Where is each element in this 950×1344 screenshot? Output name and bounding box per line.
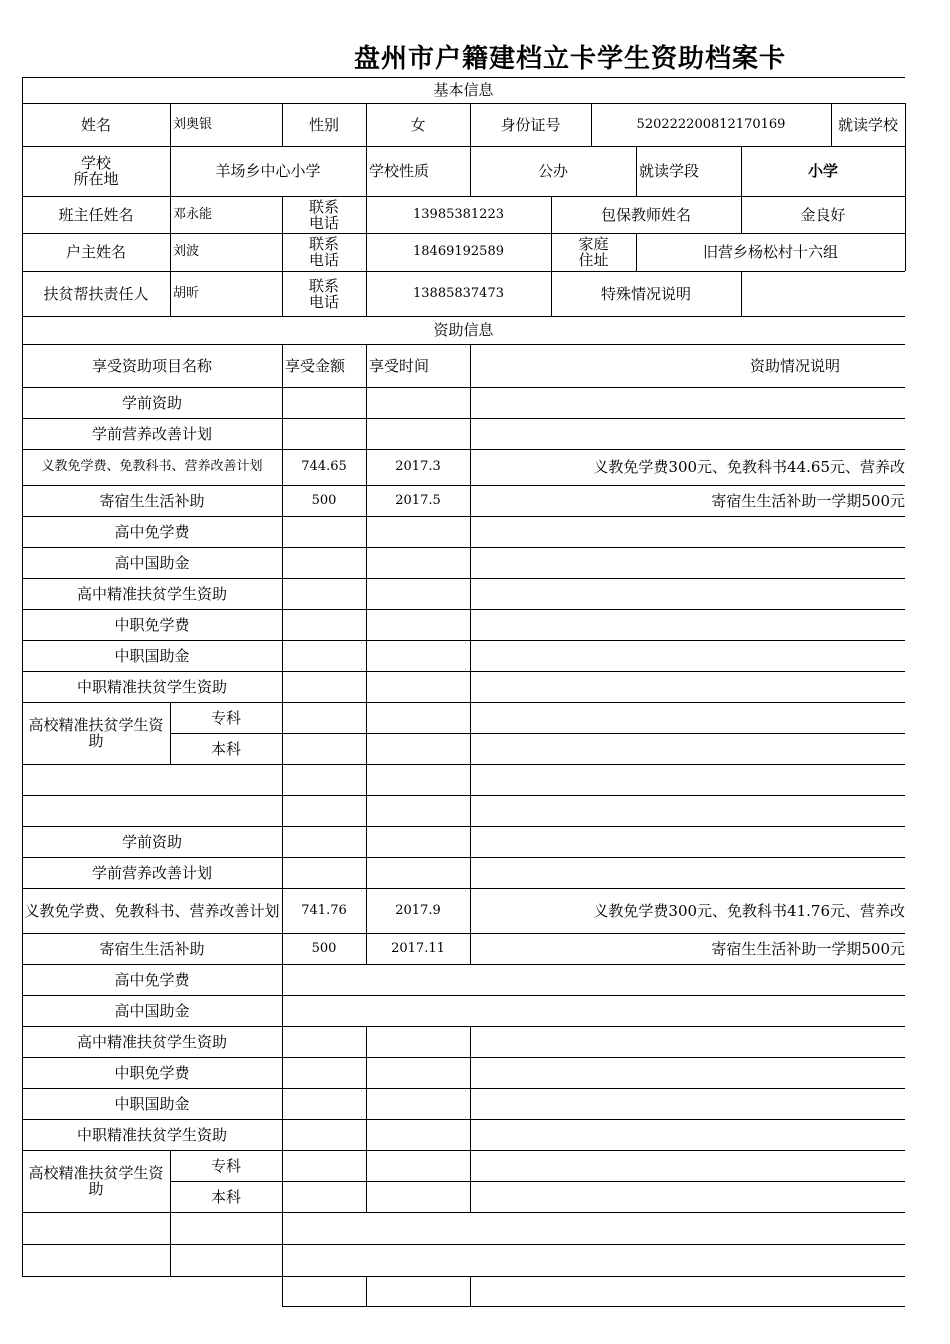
teacher-label: 班主任姓名 bbox=[58, 205, 134, 224]
stage-value: 小学 bbox=[807, 162, 838, 180]
householder-phone-label: 联系 电话 bbox=[308, 235, 339, 269]
aid-description bbox=[470, 640, 905, 671]
aid-amount bbox=[282, 1026, 366, 1057]
teacher-phone-label: 联系 电话 bbox=[308, 197, 339, 232]
aid-time bbox=[366, 640, 470, 671]
aid-description bbox=[470, 1026, 905, 1057]
poverty-official-phone-label: 联系 电话 bbox=[308, 276, 339, 311]
aid-description: 寄宿生生活补助一学期500元 bbox=[711, 491, 905, 510]
aid-project-name: 高中免学费 bbox=[114, 522, 190, 541]
teacher-value: 邓永能 bbox=[173, 206, 213, 222]
time-header: 享受时间 bbox=[369, 356, 430, 375]
college-aid-label-2: 高校精准扶贫学生资助 bbox=[28, 1164, 164, 1198]
aid-description bbox=[470, 516, 905, 547]
aid-time bbox=[366, 609, 470, 640]
college-aid-label: 高校精准扶贫学生资助 bbox=[28, 716, 164, 750]
gender-label: 性别 bbox=[308, 115, 339, 134]
college-bachelor-label-2: 本科 bbox=[210, 1187, 241, 1206]
aid-time bbox=[366, 1119, 470, 1150]
aid-amount: 741.76 bbox=[301, 902, 347, 918]
aid-project-name: 高中精准扶贫学生资助 bbox=[76, 1032, 227, 1051]
aid-time: 2017.11 bbox=[391, 940, 445, 956]
aid-time bbox=[366, 516, 470, 547]
school-location-label: 学校 所在地 bbox=[73, 154, 119, 188]
name-value: 刘奥银 bbox=[173, 116, 213, 132]
aid-project-name: 寄宿生生活补助 bbox=[99, 491, 205, 510]
aid-description: 义教免学费300元、免教科书44.65元、营养改 bbox=[593, 458, 905, 476]
aid-project-name: 中职精准扶贫学生资助 bbox=[76, 677, 227, 696]
aid-time bbox=[366, 547, 470, 578]
aid-project-name: 高中精准扶贫学生资助 bbox=[76, 584, 227, 603]
school-label: 就读学校 bbox=[837, 115, 898, 134]
aid-amount bbox=[282, 671, 366, 702]
aid-time: 2017.5 bbox=[395, 492, 441, 508]
address-value: 旧营乡杨松村十六组 bbox=[702, 243, 838, 261]
aid-project-name: 义教免学费、免教科书、营养改善计划 bbox=[24, 901, 280, 920]
aid-project-name: 中职国助金 bbox=[114, 1094, 190, 1113]
mentor-value: 金良好 bbox=[800, 205, 846, 224]
aid-time bbox=[366, 387, 470, 418]
id-number-value: 520222200812170169 bbox=[636, 116, 786, 132]
aid-project-name: 高中免学费 bbox=[114, 970, 190, 989]
poverty-official-label: 扶贫帮扶责任人 bbox=[43, 284, 149, 303]
aid-amount bbox=[282, 1088, 366, 1119]
aid-project-name: 义教免学费、免教科书、营养改善计划 bbox=[41, 459, 263, 474]
aid-time: 2017.3 bbox=[395, 459, 441, 474]
amount-header: 享受金额 bbox=[285, 356, 346, 375]
school-type-value: 公办 bbox=[537, 162, 568, 180]
school-type-label: 学校性质 bbox=[369, 162, 430, 180]
aid-time bbox=[366, 826, 470, 857]
basic-info-header: 基本信息 bbox=[433, 81, 494, 99]
aid-description bbox=[470, 1057, 905, 1088]
aid-description bbox=[470, 857, 905, 888]
aid-amount bbox=[282, 1057, 366, 1088]
aid-amount bbox=[282, 547, 366, 578]
aid-description bbox=[470, 578, 905, 609]
aid-amount bbox=[282, 857, 366, 888]
aid-description bbox=[470, 547, 905, 578]
teacher-phone-value: 13985381223 bbox=[413, 206, 504, 222]
college-junior-label-2: 专科 bbox=[210, 1156, 241, 1175]
name-label: 姓名 bbox=[80, 115, 111, 134]
aid-info-header: 资助信息 bbox=[433, 321, 494, 339]
aid-project-name: 中职免学费 bbox=[114, 615, 190, 634]
aid-amount bbox=[282, 578, 366, 609]
householder-label: 户主姓名 bbox=[65, 243, 126, 261]
aid-amount bbox=[282, 387, 366, 418]
school-location-value: 羊场乡中心小学 bbox=[215, 162, 321, 180]
aid-amount: 744.65 bbox=[301, 459, 347, 474]
aid-time bbox=[366, 418, 470, 449]
aid-project-name: 学前资助 bbox=[121, 393, 182, 412]
aid-description bbox=[470, 826, 905, 857]
college-junior-label: 专科 bbox=[210, 708, 241, 727]
aid-description bbox=[470, 418, 905, 449]
college-bachelor-label: 本科 bbox=[210, 739, 241, 758]
aid-amount bbox=[282, 826, 366, 857]
householder-phone-value: 18469192589 bbox=[413, 244, 504, 259]
poverty-official-value: 胡昕 bbox=[173, 285, 200, 301]
aid-amount bbox=[282, 516, 366, 547]
stage-label: 就读学段 bbox=[639, 162, 700, 180]
aid-description bbox=[470, 609, 905, 640]
aid-amount: 500 bbox=[311, 940, 337, 956]
householder-value: 刘波 bbox=[173, 244, 200, 259]
aid-project-name: 学前营养改善计划 bbox=[91, 424, 212, 443]
aid-project-name: 中职国助金 bbox=[114, 646, 190, 665]
aid-project-name: 高中国助金 bbox=[114, 1001, 190, 1020]
aid-time bbox=[366, 857, 470, 888]
special-situation-label: 特殊情况说明 bbox=[600, 284, 691, 303]
aid-amount bbox=[282, 418, 366, 449]
aid-time bbox=[366, 1026, 470, 1057]
id-label: 身份证号 bbox=[500, 115, 561, 134]
aid-description bbox=[470, 387, 905, 418]
aid-description bbox=[470, 1119, 905, 1150]
aid-time bbox=[366, 1088, 470, 1119]
aid-project-name: 学前营养改善计划 bbox=[91, 863, 212, 882]
aid-amount bbox=[282, 1119, 366, 1150]
aid-amount bbox=[282, 640, 366, 671]
aid-description bbox=[470, 671, 905, 702]
aid-amount: 500 bbox=[311, 492, 337, 508]
aid-amount bbox=[282, 609, 366, 640]
aid-time bbox=[366, 671, 470, 702]
aid-project-name: 中职精准扶贫学生资助 bbox=[76, 1125, 227, 1144]
description-header: 资助情况说明 bbox=[749, 356, 840, 375]
aid-time: 2017.9 bbox=[395, 902, 441, 918]
aid-project-name: 学前资助 bbox=[121, 832, 182, 851]
mentor-label: 包保教师姓名 bbox=[600, 205, 691, 224]
aid-project-name: 寄宿生生活补助 bbox=[99, 939, 205, 958]
project-header: 享受资助项目名称 bbox=[91, 356, 212, 375]
aid-time bbox=[366, 578, 470, 609]
aid-description: 义教免学费300元、免教科书41.76元、营养改 bbox=[593, 901, 905, 920]
gender-value: 女 bbox=[410, 115, 426, 134]
aid-time bbox=[366, 1057, 470, 1088]
aid-description bbox=[470, 1088, 905, 1119]
aid-project-name: 中职免学费 bbox=[114, 1063, 190, 1082]
address-label: 家庭 住址 bbox=[578, 235, 609, 269]
page-title: 盘州市户籍建档立卡学生资助档案卡 bbox=[353, 44, 786, 74]
aid-description: 寄宿生生活补助一学期500元 bbox=[711, 939, 905, 958]
aid-project-name: 高中国助金 bbox=[114, 553, 190, 572]
poverty-official-phone-value: 13885837473 bbox=[413, 285, 504, 301]
